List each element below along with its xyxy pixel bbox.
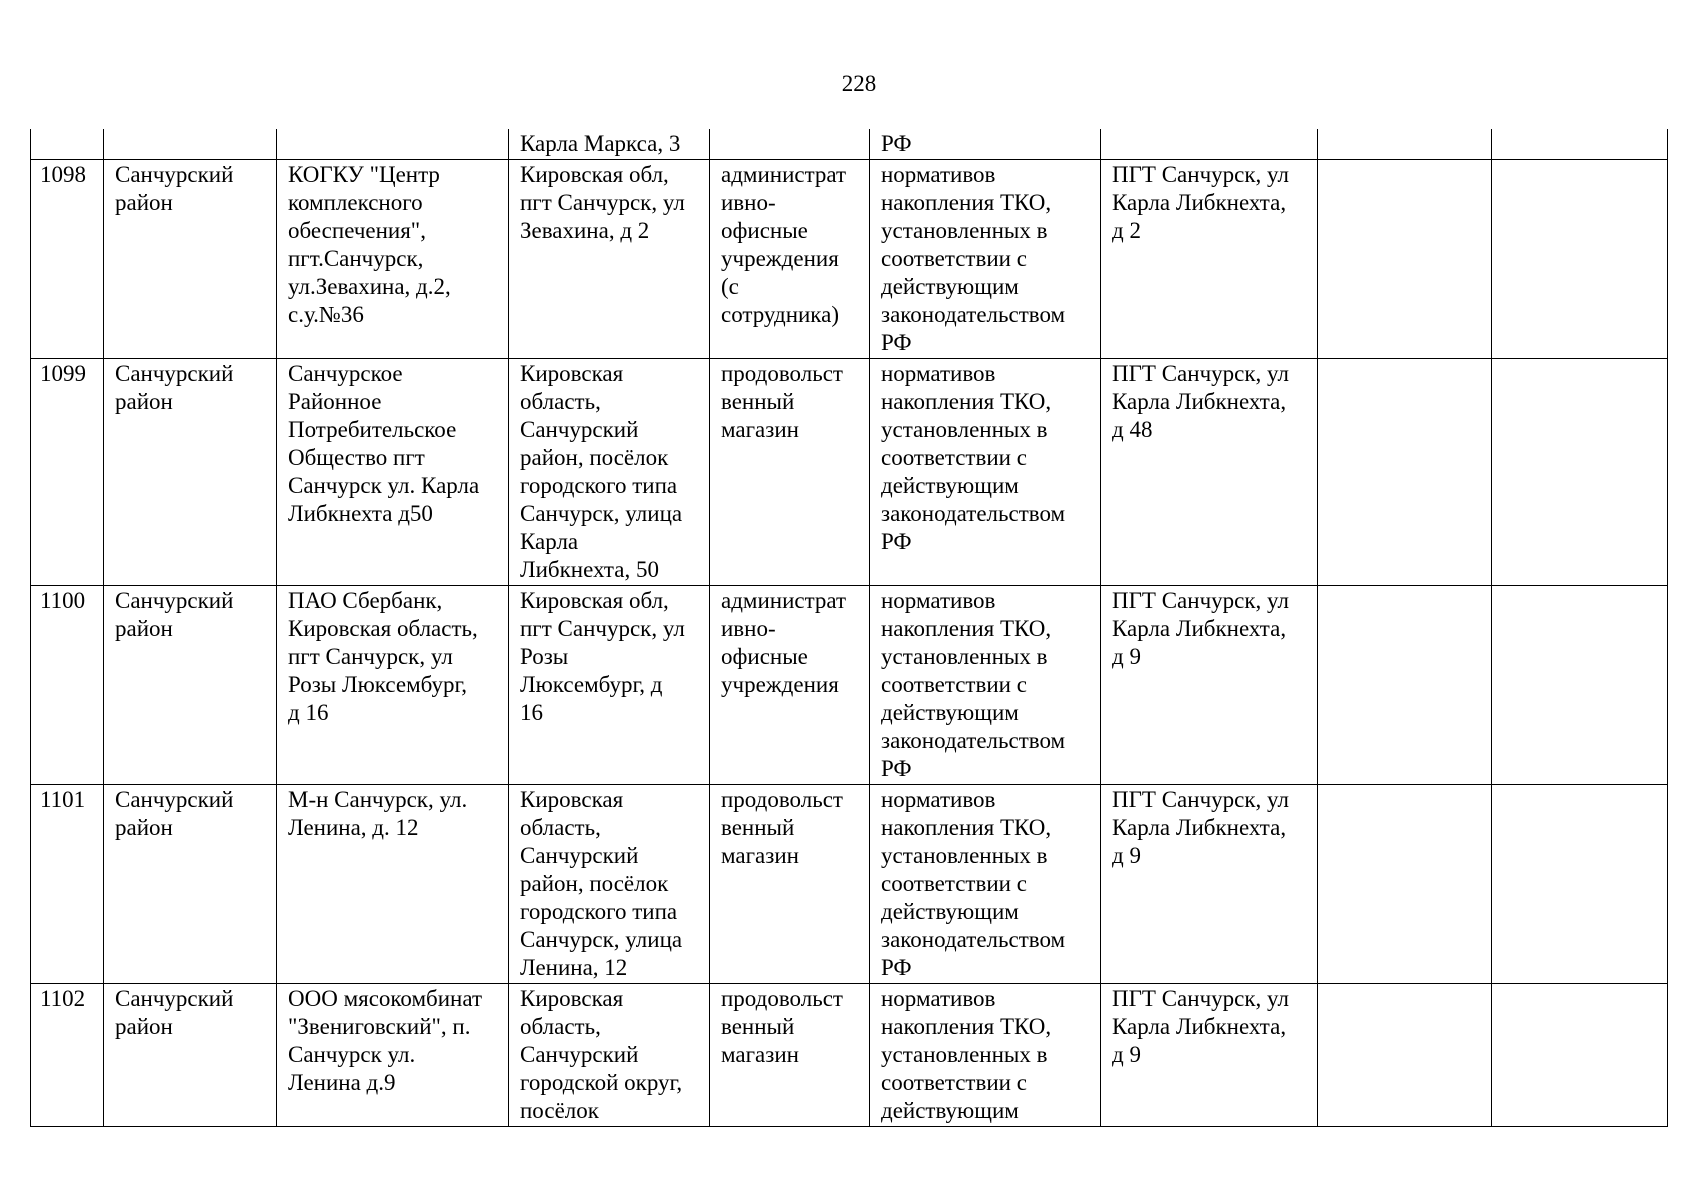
table-row: [31, 984, 1668, 1127]
row-number-cell: 1100: [31, 586, 104, 785]
table-row: [31, 129, 1668, 160]
row-number-cell: 1098: [31, 160, 104, 359]
extra-cell-1: [1318, 785, 1492, 984]
extra-cell-1: [1318, 160, 1492, 359]
category-cell: администрат ивно- офисные учреждения (с сотрудника): [710, 160, 870, 359]
district-cell: Санчурский район: [104, 785, 277, 984]
district-cell: Санчурский район: [104, 984, 277, 1127]
waste-site-cell: ПГТ Санчурск, ул Карла Либкнехта, д 9: [1101, 785, 1318, 984]
category-cell: [710, 129, 870, 160]
extra-cell-1: [1318, 129, 1492, 160]
extra-cell-1: [1318, 984, 1492, 1127]
owner-cell: ПАО Сбербанк, Кировская область, пгт Санчурск, ул Розы Люксембург, д 16: [277, 586, 509, 785]
table-row: [31, 160, 1668, 359]
address-cell: Кировская обл, пгт Санчурск, ул Зевахина, д 2: [509, 160, 710, 359]
waste-site-cell: ПГТ Санчурск, ул Карла Либкнехта, д 48: [1101, 359, 1318, 586]
norm-cell: РФ: [870, 129, 1101, 160]
row-number-cell: [31, 129, 104, 160]
table-row: [31, 586, 1668, 785]
owner-cell: М-н Санчурск, ул. Ленина, д. 12: [277, 785, 509, 984]
registry-table: [30, 129, 1668, 1127]
registry-body: [31, 129, 1668, 1127]
owner-cell: КОГКУ "Центр комплексного обеспечения", пгт.Санчурск, ул.Зевахина, д.2, с.у.№36: [277, 160, 509, 359]
waste-site-cell: ПГТ Санчурск, ул Карла Либкнехта, д 2: [1101, 160, 1318, 359]
district-cell: Санчурский район: [104, 160, 277, 359]
extra-cell-1: [1318, 359, 1492, 586]
extra-cell-1: [1318, 586, 1492, 785]
page-number: 228: [841, 71, 877, 96]
extra-cell-2: [1492, 129, 1668, 160]
extra-cell-2: [1492, 984, 1668, 1127]
row-number-cell: 1101: [31, 785, 104, 984]
address-cell: Кировская область, Санчурский район, посёлок городского типа Санчурск, улица Карла Либкнехта, 50: [509, 359, 710, 586]
address-cell: Кировская обл, пгт Санчурск, ул Розы Люксембург, д 16: [509, 586, 710, 785]
address-cell: Кировская область, Санчурский городской округ, посёлок: [509, 984, 710, 1127]
extra-cell-2: [1492, 785, 1668, 984]
extra-cell-2: [1492, 160, 1668, 359]
waste-site-cell: ПГТ Санчурск, ул Карла Либкнехта, д 9: [1101, 984, 1318, 1127]
owner-cell: Санчурское Районное Потребительское Общество пгт Санчурск ул. Карла Либкнехта д50: [277, 359, 509, 586]
category-cell: продовольст венный магазин: [710, 984, 870, 1127]
category-cell: продовольст венный магазин: [710, 785, 870, 984]
waste-site-cell: ПГТ Санчурск, ул Карла Либкнехта, д 9: [1101, 586, 1318, 785]
extra-cell-2: [1492, 586, 1668, 785]
district-cell: Санчурский район: [104, 359, 277, 586]
row-number-cell: 1099: [31, 359, 104, 586]
category-cell: администрат ивно- офисные учреждения: [710, 586, 870, 785]
owner-cell: ООО мясокомбинат "Звениговский", п. Санчурск ул. Ленина д.9: [277, 984, 509, 1127]
district-cell: [104, 129, 277, 160]
norm-cell: нормативов накопления ТКО, установленных в соответствии с действующим законодательством РФ: [870, 586, 1101, 785]
norm-cell: нормативов накопления ТКО, установленных в соответствии с действующим: [870, 984, 1101, 1127]
address-cell: Карла Маркса, 3: [509, 129, 710, 160]
norm-cell: нормативов накопления ТКО, установленных в соответствии с действующим законодательством РФ: [870, 359, 1101, 586]
table-row: [31, 785, 1668, 984]
waste-site-cell: [1101, 129, 1318, 160]
owner-cell: [277, 129, 509, 160]
extra-cell-2: [1492, 359, 1668, 586]
norm-cell: нормативов накопления ТКО, установленных в соответствии с действующим законодательством РФ: [870, 785, 1101, 984]
district-cell: Санчурский район: [104, 586, 277, 785]
address-cell: Кировская область, Санчурский район, посёлок городского типа Санчурск, улица Ленина, 12: [509, 785, 710, 984]
norm-cell: нормативов накопления ТКО, установленных в соответствии с действующим законодательством РФ: [870, 160, 1101, 359]
row-number-cell: 1102: [31, 984, 104, 1127]
category-cell: продовольст венный магазин: [710, 359, 870, 586]
table-row: [31, 359, 1668, 586]
